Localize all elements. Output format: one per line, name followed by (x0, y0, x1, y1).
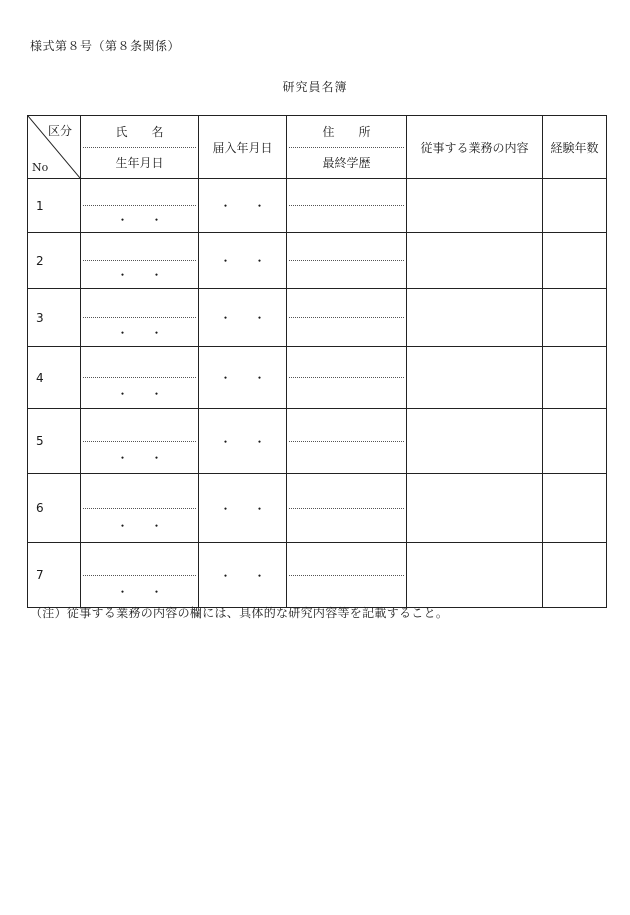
date-dot: ・ (219, 311, 232, 325)
footnote: （注）従事する業務の内容の欄には、具体的な研究内容等を記載すること。 (30, 606, 449, 620)
name-birth-cell[interactable] (81, 347, 199, 409)
date-dot: ・ (253, 199, 266, 213)
education-field[interactable] (287, 378, 406, 408)
row-number: 4 (28, 347, 81, 409)
duties-field[interactable] (407, 233, 543, 289)
date-dot: ・ (253, 311, 266, 325)
address-education-cell[interactable] (287, 409, 407, 474)
birthdate-field[interactable] (81, 206, 198, 232)
education-field[interactable] (287, 509, 406, 543)
years-field[interactable] (543, 233, 607, 289)
years-field[interactable] (543, 474, 607, 543)
date-dot: ・ (219, 199, 232, 213)
years-field[interactable] (543, 543, 607, 608)
date-dot: ・ (150, 268, 163, 282)
date-dot: ・ (116, 212, 129, 227)
address-education-cell[interactable] (287, 474, 407, 543)
date-dot: ・ (116, 584, 129, 599)
row-number: 2 (28, 233, 81, 289)
name-birth-cell[interactable] (81, 409, 199, 474)
years-field[interactable] (543, 409, 607, 474)
duties-field[interactable] (407, 409, 543, 474)
name-birth-cell[interactable] (81, 289, 199, 347)
date-dot: ・ (116, 450, 129, 465)
name-birth-cell[interactable] (81, 233, 199, 289)
date-dot: ・ (150, 518, 163, 533)
entry-date-field[interactable] (199, 347, 287, 409)
name-birth-cell[interactable] (81, 543, 199, 608)
name-field[interactable] (83, 233, 196, 261)
form-number: 様式第８号（第８条関係） (30, 39, 181, 53)
address-education-header (287, 116, 407, 179)
date-dot: ・ (219, 501, 232, 516)
birthdate-field[interactable] (81, 509, 198, 543)
education-header: 最終学歴 (322, 156, 371, 171)
date-dot: ・ (253, 371, 266, 385)
table-row (28, 543, 607, 608)
birthdate-field[interactable] (81, 442, 198, 474)
address-education-cell[interactable] (287, 543, 407, 608)
researcher-roster-table (27, 115, 607, 608)
date-dot: ・ (116, 518, 129, 533)
date-dot: ・ (253, 254, 266, 268)
education-field[interactable] (287, 576, 406, 608)
name-field[interactable] (83, 543, 196, 576)
address-education-cell[interactable] (287, 289, 407, 347)
row-number: 3 (28, 289, 81, 347)
name-birth-cell[interactable] (81, 474, 199, 543)
address-field[interactable] (289, 543, 404, 576)
date-dot: ・ (253, 568, 266, 583)
table-row (28, 289, 607, 347)
date-dot: ・ (219, 371, 232, 385)
entry-date-field[interactable] (199, 179, 287, 233)
address-field[interactable] (289, 409, 404, 442)
table-row (28, 474, 607, 543)
address-field[interactable] (289, 233, 404, 261)
row-number: 6 (28, 474, 81, 543)
years-field[interactable] (543, 289, 607, 347)
date-dot: ・ (253, 501, 266, 516)
date-dot: ・ (219, 568, 232, 583)
birthdate-field[interactable] (81, 576, 198, 608)
name-field[interactable] (83, 409, 196, 442)
entry-date-field[interactable] (199, 289, 287, 347)
name-birth-cell[interactable] (81, 179, 199, 233)
education-field[interactable] (287, 261, 406, 288)
duties-field[interactable] (407, 289, 543, 347)
entry-date-field[interactable] (199, 409, 287, 474)
table-row (28, 409, 607, 474)
duties-field[interactable] (407, 543, 543, 608)
table-row (28, 179, 607, 233)
duties-field[interactable] (407, 474, 543, 543)
category-label: 区分 (47, 124, 72, 138)
years-field[interactable] (543, 179, 607, 233)
no-label: No (32, 161, 49, 174)
table-row (28, 233, 607, 289)
address-field[interactable] (289, 179, 404, 206)
date-dot: ・ (253, 434, 266, 449)
table-row (28, 347, 607, 409)
row-number: 5 (28, 409, 81, 474)
date-dot: ・ (116, 386, 129, 401)
duties-field[interactable] (407, 347, 543, 409)
date-dot: ・ (150, 584, 163, 599)
name-birth-header (81, 116, 199, 179)
name-header: 氏 名 (83, 116, 196, 148)
address-field[interactable] (289, 347, 404, 378)
education-field[interactable] (287, 442, 406, 474)
duties-header: 従事する業務の内容 (407, 116, 543, 179)
date-dot: ・ (219, 434, 232, 449)
date-header: 届入年月日 (199, 116, 287, 179)
address-header: 住 所 (289, 116, 404, 148)
birthdate-field[interactable] (81, 378, 198, 408)
name-field[interactable] (83, 474, 196, 509)
education-field[interactable] (287, 206, 406, 232)
address-education-cell[interactable] (287, 347, 407, 409)
corner-header-cell (28, 116, 81, 179)
entry-date-field[interactable] (199, 233, 287, 289)
date-dot: ・ (116, 268, 129, 282)
address-education-cell[interactable] (287, 233, 407, 289)
date-dot: ・ (150, 212, 163, 227)
date-dot: ・ (150, 325, 163, 340)
entry-date-field[interactable] (199, 474, 287, 543)
address-education-cell[interactable] (287, 179, 407, 233)
name-field[interactable] (83, 347, 196, 378)
name-field[interactable] (83, 179, 196, 206)
education-field[interactable] (287, 318, 406, 346)
date-dot: ・ (150, 386, 163, 401)
entry-date-field[interactable] (199, 543, 287, 608)
duties-field[interactable] (407, 179, 543, 233)
row-number: 7 (28, 543, 81, 608)
name-field[interactable] (83, 289, 196, 318)
table-header-row (28, 116, 607, 179)
birthdate-field[interactable] (81, 261, 198, 288)
address-field[interactable] (289, 474, 404, 509)
date-dot: ・ (116, 325, 129, 340)
years-field[interactable] (543, 347, 607, 409)
birthdate-field[interactable] (81, 318, 198, 346)
document-title: 研究員名簿 (282, 80, 348, 94)
years-header: 経験年数 (543, 116, 607, 179)
row-number: 1 (28, 179, 81, 233)
address-field[interactable] (289, 289, 404, 318)
date-dot: ・ (150, 450, 163, 465)
date-dot: ・ (219, 254, 232, 268)
birthdate-header: 生年月日 (115, 156, 164, 171)
